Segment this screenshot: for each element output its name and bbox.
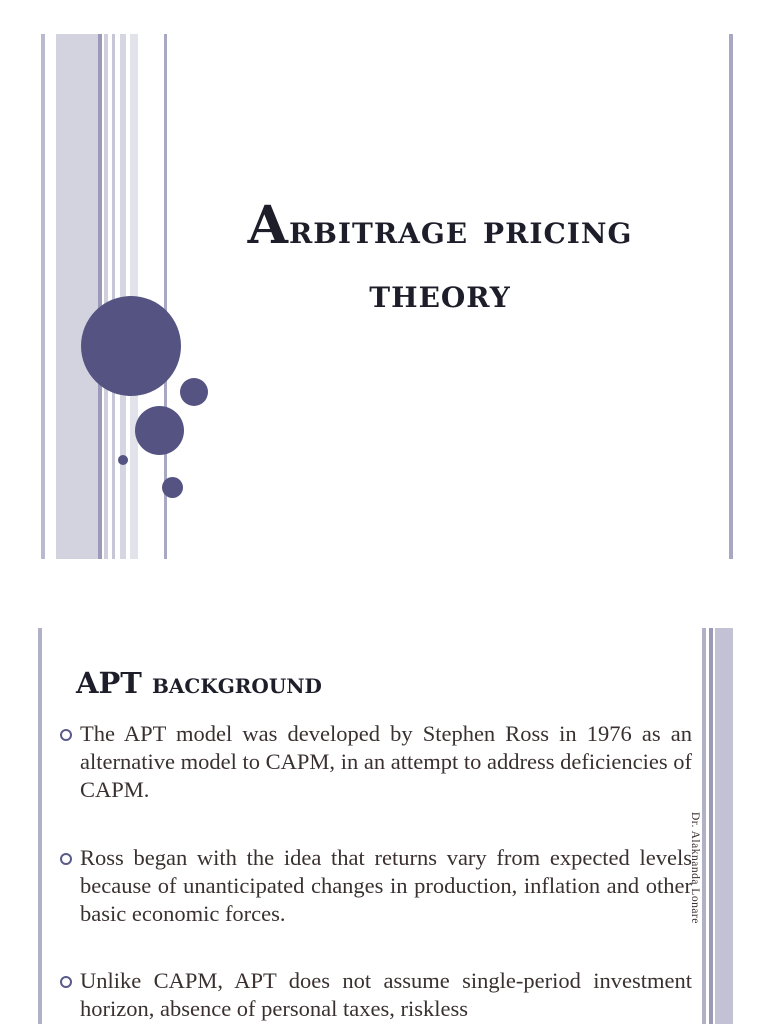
stripe-decoration [104,34,108,559]
stripe-decoration [98,34,102,559]
bullet-text: Unlike CAPM, APT does not assume single-period investment horizon, absence of personal taxes, riskless [80,968,692,1021]
author-side-text: Dr. Alaknanda Lonare [689,812,701,924]
bullet-icon [60,729,72,741]
slide-heading [76,666,322,700]
title-slide [0,34,768,559]
title-line2: theory [369,270,511,317]
bullet-text: Ross began with the idea that returns vary from expected levels because of unanticipated changes in production, inflation and other basic economic forces. [80,845,692,926]
list-item [60,967,692,1023]
decorative-circle [118,455,128,465]
list-item [60,844,692,928]
title-initial: A [247,195,289,256]
bullet-icon [60,976,72,988]
slide-title [180,194,700,326]
bullet-icon [60,853,72,865]
list-item [60,720,692,804]
stripe-decoration [715,628,733,1024]
stripe-decoration [112,34,115,559]
stripe-decoration [729,34,733,559]
stripe-decoration [709,628,713,1024]
heading-rest: background [141,666,322,700]
bullet-text: The APT model was developed by Stephen Ross in 1976 as an alternative model to CAPM, in an attempt to address deficiencies of CAPM. [80,721,692,802]
decorative-circle [135,406,184,455]
decorative-circle [162,477,183,498]
content-slide [0,628,768,1024]
stripe-decoration [38,628,42,1024]
heading-prefix: APT [76,666,142,700]
stripe-decoration [56,34,102,559]
stripe-decoration [41,34,45,559]
decorative-circle [81,296,181,396]
title-line1: rbitrage pricing [289,206,633,253]
stripe-decoration [702,628,706,1024]
decorative-circle [180,378,208,406]
